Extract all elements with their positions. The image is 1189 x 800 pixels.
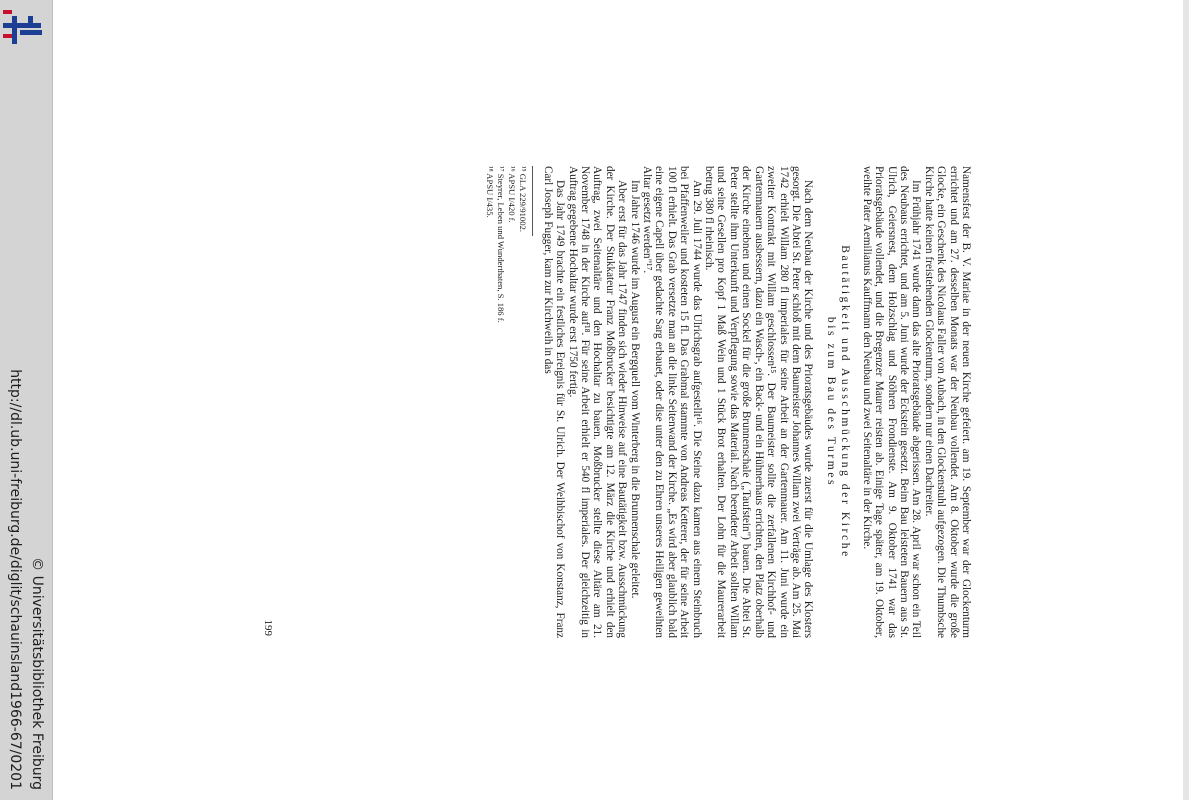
footnote: ¹⁸ APSU I/435. [485, 166, 496, 218]
section-title-line2: bis zum Bau des Turmes [825, 316, 838, 488]
scrollbar[interactable] [1183, 0, 1189, 800]
sidebar-caption [4, 60, 48, 790]
paragraph: Im Jahre 1746 wurde im August ein Bergquell vom Winterberg in die Brunnenschale geleitet. [628, 180, 641, 599]
scanned-page [248, 158, 980, 648]
paragraph: Am 29. Juli 1744 wurde das Ulrichsgrab aufgestellt¹⁶. Die Steine dazu kamen aus einem Steinbruch bei Pfaffenweiler und kosteten 15 fl. Das Grabmal stammte von Andreas Ketterer, der für seine Arbeit 100 fl erhielt. Das Grab versetzte man an die linke Seitenwand der Kirche. „Es wird aber glaublich bald eine eigene Capell über gedachte Sarg erbauet, oder dise unter den zu Ehren unseres Heiligen geweihten Altar gesetzt werden"¹⁷. [641, 166, 703, 638]
paragraph: Das Jahr 1749 brachte ein festliches Ereignis für St. Ulrich. Der Weihbischof von Konstanz, Franz Carl Joseph Fugger, kam zur Kirchweih in das [541, 166, 567, 638]
sidebar [0, 0, 53, 800]
footnote-divider [532, 166, 533, 236]
paragraph: Im Frühjahr 1741 wurde dann das alte Prioratsgebäude abgerissen. Am 28. April war schon ein Teil des Neubaus errichtet, und am 5. Juni wurde der Eckstein gesetzt. Beim Bau leisteten Bauern aus St. Ulrich, Geiersnest, dem Holzschlag und Stöhren Frondienste. Am 9. Oktober 1741 war das Prioratsgebäude vollendet, und die Bregenzer Maurer reisten ab. Einige Tage später, am 19. Oktober, weihte Pater Aemilianus Kauffmann den Neubau und zwei Seitenaltäre in der Kirche. [860, 166, 923, 638]
page-number: 199 [262, 619, 275, 636]
document-url[interactable]: http://dl.ub.uni-freiburg.de/diglit/schauinsland1966-67/0201 [7, 369, 23, 790]
section-title [824, 166, 852, 638]
footnotes [484, 166, 528, 638]
intro-paragraph: Namensfest der B. V. Mariae in der neuen Kirche gefeiert. am 19. September war der Glockenturm errichtet und am 27. desselben Monats war der Neubau vollendet. Am 8. Oktober wurde die große Glocke, ein Geschenk des Nicolaus Faller von Aubach, in den Glockenstuhl aufgezogen. Die Thumbsche Kirche hatte keinen freistehenden Glockenturm, sondern nur einen Dachreiter. [922, 166, 972, 638]
section-title-line1: Bautätigkeit und Ausschmückung der Kirche [839, 245, 852, 559]
footnote: ¹⁷ Steyrer, Leben und Wunderthaten, S. 186 f. [496, 166, 507, 323]
footnote: ¹⁶ APSU I/420 f. [507, 166, 518, 223]
footnote: ¹⁵ GLA 229/91002. [518, 166, 529, 232]
library-logo-icon [0, 6, 44, 50]
copyright-notice: © Universitätsbibliothek Freiburg [29, 557, 45, 790]
paragraph: Aber erst für das Jahr 1747 finden sich wieder Hinweise auf eine Bautätigkeit bzw. Ausschmückung der Kirche. Der Stukkateur Franz Moßbrucker besichtigte am 12. März die Kirche und erhielt den Auftrag, zwei Seitenaltäre und den Hochaltar zu bauen. Moßbrucker stellte diese Altäre am 21. November 1748 in der Kirche auf¹⁸. Für seine Arbeit erhielt er 540 fl imperiales. Der gleichzeitig in Auftrag gegebene Hochaltar wurde erst 1750 fertig. [566, 166, 629, 638]
page-content [248, 158, 980, 648]
paragraph: Nach dem Neubau der Kirche und des Prioratsgebäudes wurde zuerst für die Umlage des Klosters gesorgt. Die Abtei St. Peter schloß mit dem Baumeister Johannes Willam zwei Verträge ab. Am 25. Mai 1742 erhielt Willam 280 fl imperiales für seine Arbeit an der Gartenmauer. Am 11. Juni wurde ein zweiter Kontrakt mit Willam geschlossen¹⁵. Der Baumeister sollte die zerfallenen Kirchhof- und Gartenmauern ausbessern, dazu ein Wasch-, ein Back- und ein Hühnerhaus errichten, den Platz oberhalb der Kirche einebnen und einen Sockel für die große Brunnenschale („Taufstein") bauen. Die Abtei St. Peter stellte ihm Unterkunft und Verpflegung sowie das Material. Nach beendeter Arbeit sollten Willam und seine Gesellen pro Kopf 1 Maß Wein und 1 Stück Brot erhalten. Der Lohn für die Maurerarbeit betrug 380 fl rheinisch. [703, 166, 815, 638]
